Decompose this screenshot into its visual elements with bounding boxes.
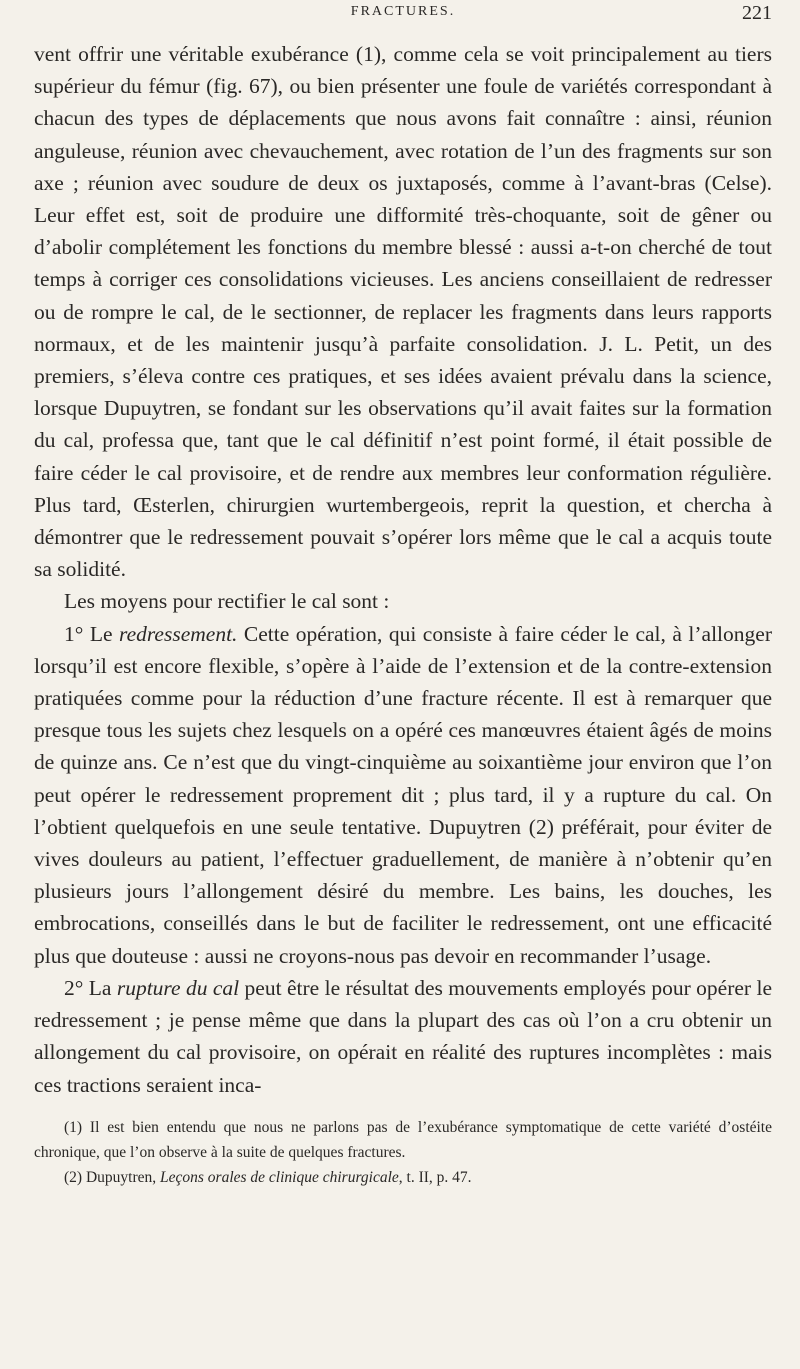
footnote-2 bbox=[34, 1165, 772, 1190]
running-head: FRACTURES. bbox=[350, 4, 456, 19]
italic-term: redressement. bbox=[119, 621, 238, 646]
paragraph-lead: 1° Le bbox=[64, 621, 119, 646]
paragraph-lead: 2° La bbox=[64, 975, 117, 1000]
page-header bbox=[34, 0, 772, 38]
footnote-lead: (2) Dupuytren, bbox=[64, 1168, 160, 1186]
paragraph-text: Cette opération, qui consiste à faire céder le cal, à l’allonger lorsqu’il est encore flexible, s’opère à l’aide de l’extension et de la contre-extension pratiquées comme pour la réduction d’une fracture récente. Il est à remarquer que presque tous les sujets chez lesquels on a opéré ces manœuvres étaient âgés de moins de quinze ans. Ce n’est que du vingt-cinquième au soixantième jour environ que l’on peut opérer le redressement proprement dit ; plus tard, il y a rupture du cal. On l’obtient quelquefois en une seule tentative. Dupuytren (2) préférait, pour éviter de vives douleurs au patient, l’effectuer graduellement, de manière à n’obtenir qu’en plusieurs jours l’allongement désiré du membre. Les bains, les douches, les embrocations, conseillés dans le but de faciliter le redressement, ont une efficacité plus que douteuse : aussi ne croyons-nous pas devoir en recommander l’usage. bbox=[34, 621, 772, 968]
page-number: 221 bbox=[742, 2, 772, 24]
paragraph-continuation bbox=[34, 38, 772, 585]
paragraph-means bbox=[34, 585, 772, 617]
paragraph-rupture bbox=[34, 972, 772, 1101]
italic-term: rupture du cal bbox=[116, 975, 240, 1000]
footnote-1 bbox=[34, 1115, 772, 1165]
paragraph-text: peut être le résultat des mouvements employés pour opérer le redressement ; je pense même que dans la plupart des cas où l’on a cru obtenir un allongement du cal provisoire, on opérait en réalité des ruptures incomplètes : mais ces tractions seraient inca- bbox=[34, 975, 773, 1097]
footnote-text: , t. II, p. 47. bbox=[398, 1168, 472, 1186]
paragraph-text: Les moyens pour rectifier le cal sont : bbox=[64, 589, 390, 614]
body-text bbox=[34, 38, 772, 1101]
paragraph-redressement bbox=[34, 618, 772, 972]
paragraph-text: vent offrir une véritable exubérance (1), comme cela se voit principalement au tiers supérieur du fémur (fig. 67), ou bien présenter une foule de variétés correspondant à chacun des types de déplacements que nous avons fait connaître : ainsi, réunion anguleuse, réunion avec chevauchement, avec rotation de l’un des fragments sur son axe ; réunion avec soudure de deux os juxtaposés, comme à l’avant-bras (Celse). Leur effet est, soit de produire une difformité très-choquante, soit de gêner ou d’abolir complétement les fonctions du membre blessé : aussi a-t-on cherché de tout temps à corriger ces consolidations vicieuses. Les anciens conseillaient de redresser ou de rompre le cal, de le sectionner, de replacer les fragments dans leurs rapports normaux, et de les maintenir jusqu’à parfaite consolidation. J. L. Petit, un des premiers, s’éleva contre ces pratiques, et ses idées avaient prévalu dans la science, lorsque Dupuytren, se fondant sur les observations qu’il avait faites sur la formation du cal, professa que, tant que le cal définitif n’est point formé, il était possible de faire céder le cal provisoire, et de rendre aux membres leur conformation régulière. Plus tard, Œsterlen, chirurgien wurtembergeois, reprit la question, et chercha à démontrer que le redressement pouvait s’opérer lors même que le cal a acquis toute sa solidité. bbox=[34, 42, 772, 582]
footnote-text: (1) Il est bien entendu que nous ne parlons pas de l’exubérance symptomatique de cette variété d’ostéite chronique, que l’on observe à la suite de quelques fractures. bbox=[34, 1118, 772, 1161]
footnote-book-title: Leçons orales de clinique chirurgicale bbox=[160, 1168, 399, 1186]
footnotes bbox=[34, 1115, 772, 1190]
